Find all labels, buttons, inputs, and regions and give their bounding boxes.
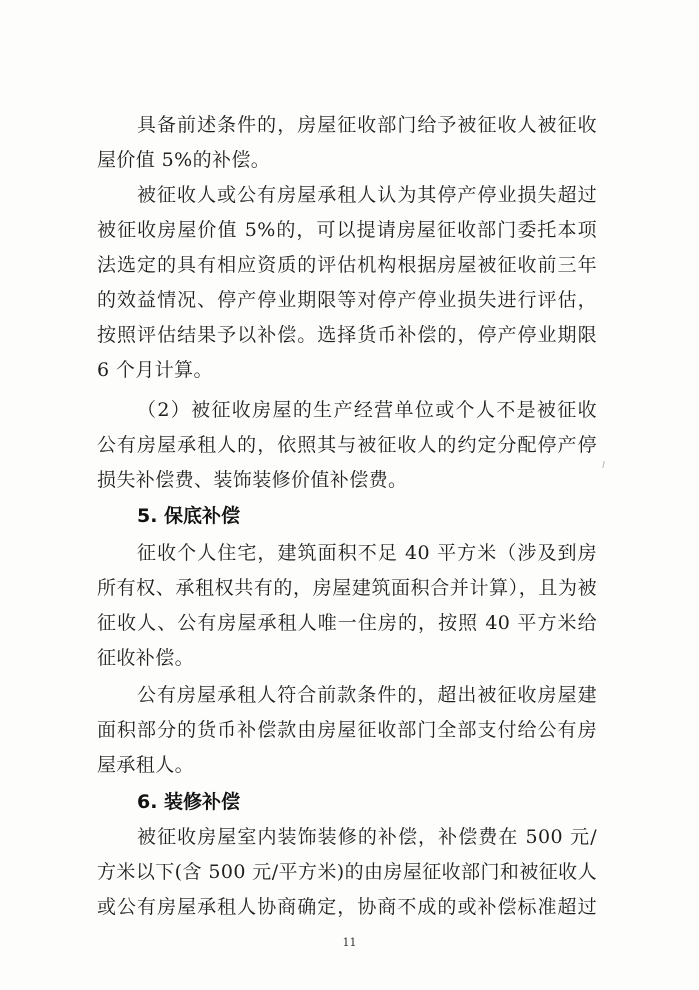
- section-heading-5: 5. 保底补偿: [137, 505, 241, 527]
- paragraph-line: 法选定的具有相应资质的评估机构根据房屋被征收前三年: [97, 254, 597, 276]
- paragraph-5: [97, 678, 597, 783]
- page-number: 11: [342, 936, 357, 949]
- paragraph-line: 具备前述条件的，房屋征收部门给予被征收人被征收: [137, 114, 597, 136]
- paragraph-line: 屋承租人。: [97, 754, 195, 776]
- paragraph-2: [97, 178, 597, 388]
- paragraph-line: 被征收人或公有房屋承租人认为其停产停业损失超过: [137, 184, 597, 206]
- paragraph-line: 被征收房屋价值 5%的，可以提请房屋征收部门委托本项: [97, 219, 597, 241]
- paragraph-4: [97, 536, 597, 676]
- paragraph-line: 征收人、公有房屋承租人唯一住房的，按照 40 平方米给: [97, 612, 597, 634]
- section-heading-6: 6. 装修补偿: [137, 791, 241, 813]
- paragraph-line: 的效益情况、停产停业期限等对停产停业损失进行评估，: [97, 289, 597, 311]
- paragraph-line: 面积部分的货币补偿款由房屋征收部门全部支付给公有房: [97, 719, 597, 741]
- paragraph-line: 被征收房屋室内装饰装修的补偿，补偿费在 500 元/: [137, 826, 597, 848]
- paragraph-line: （2）被征收房屋的生产经营单位或个人不是被征收: [137, 399, 597, 421]
- paragraph-line: 公有房屋承租人符合前款条件的，超出被征收房屋建: [137, 684, 597, 706]
- paragraph-line: 屋价值 5%的补偿。: [97, 149, 271, 171]
- paragraph-line: 征收补偿。: [97, 647, 195, 669]
- paragraph-line: 6 个月计算。: [97, 359, 213, 381]
- paragraph-line: 所有权、承租权共有的，房屋建筑面积合并计算），且为被: [97, 577, 597, 599]
- paragraph-line: 按照评估结果予以补偿。选择货币补偿的，停产停业期限: [97, 324, 597, 346]
- paragraph-line: 方米以下(含 500 元/平方米)的由房屋征收部门和被征收人: [97, 861, 597, 883]
- paragraph-1: [97, 108, 597, 178]
- scan-speck: [602, 461, 604, 468]
- paragraph-line: 损失补偿费、装饰装修价值补偿费。: [97, 469, 408, 491]
- paragraph-line: 或公有房屋承租人协商确定，协商不成的或补偿标准超过: [97, 896, 597, 918]
- paragraph-line: 征收个人住宅，建筑面积不足 40 平方米（涉及到房: [137, 542, 597, 564]
- paragraph-3: [97, 393, 597, 498]
- paragraph-line: 公有房屋承租人的，依照其与被征收人的约定分配停产停: [97, 434, 597, 456]
- paragraph-6: [97, 820, 597, 925]
